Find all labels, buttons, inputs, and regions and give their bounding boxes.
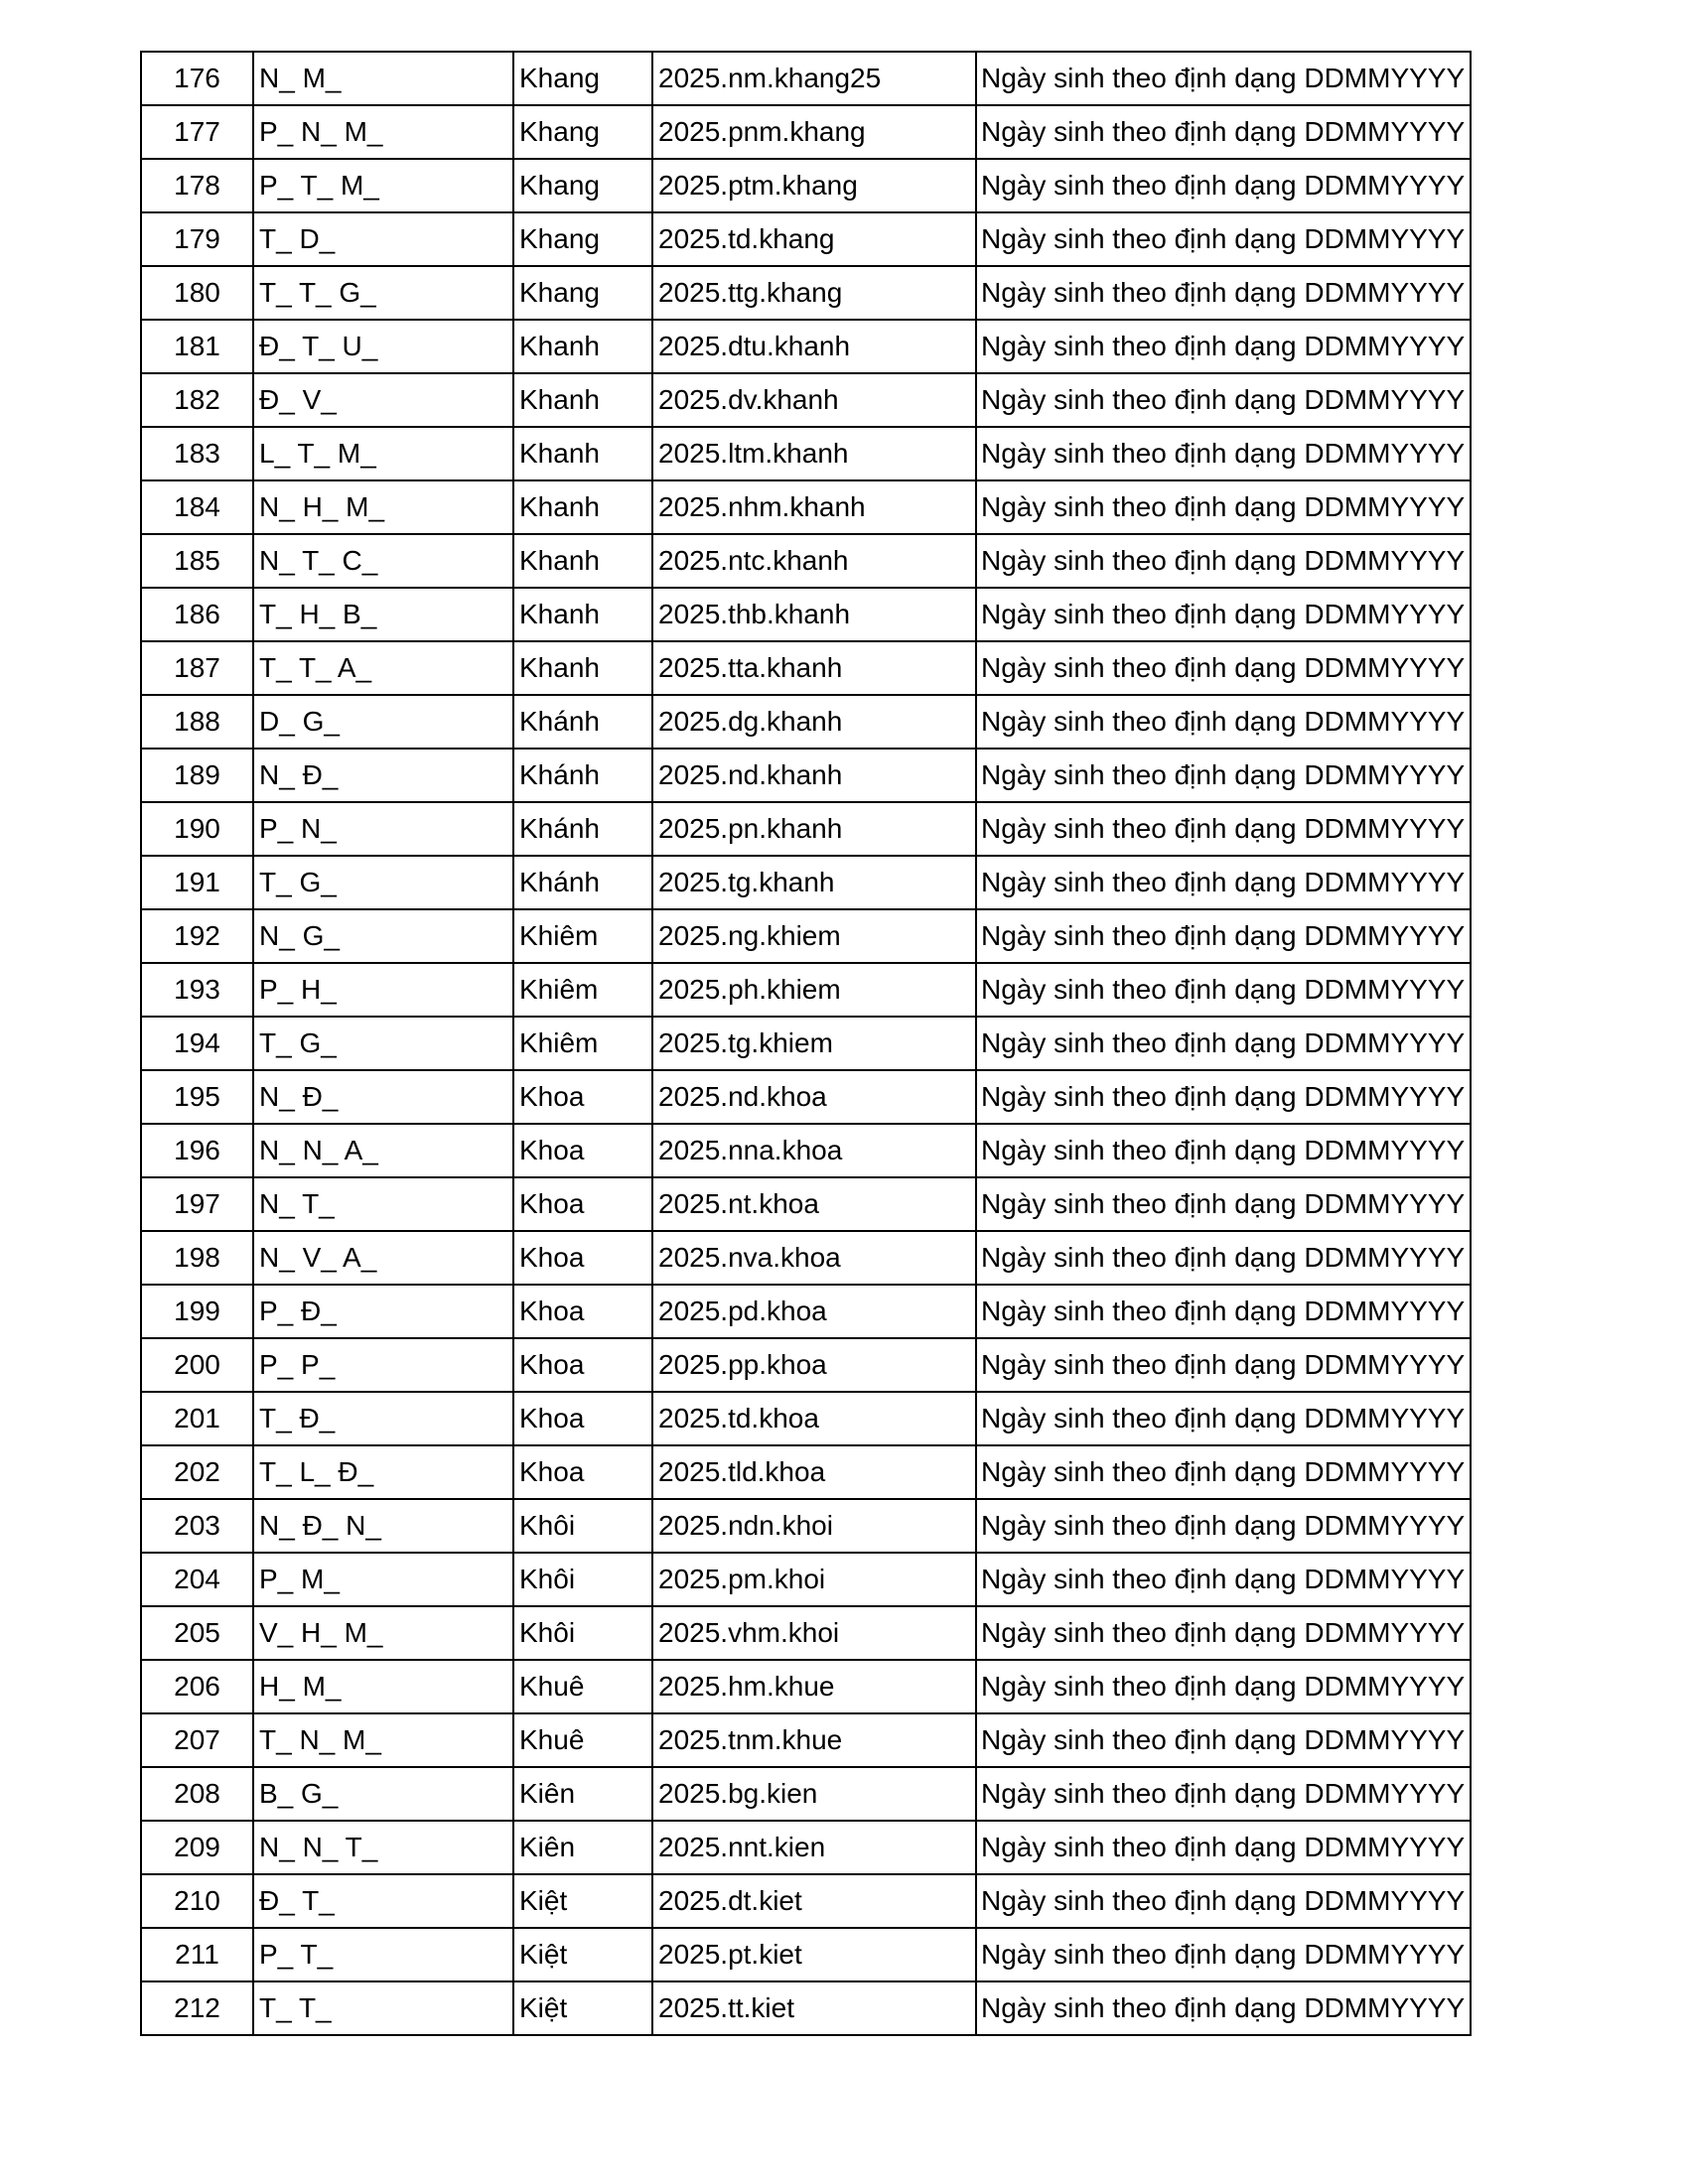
table-row bbox=[141, 1713, 1471, 1767]
account-cell: 2025.nhm.khanh bbox=[652, 480, 976, 534]
account-cell: 2025.dg.khanh bbox=[652, 695, 976, 749]
given-name-cell: Khánh bbox=[513, 695, 652, 749]
surname-initials-cell: T_ L_ Đ_ bbox=[253, 1445, 513, 1499]
given-name-cell: Khôi bbox=[513, 1606, 652, 1660]
surname-initials-cell: D_ G_ bbox=[253, 695, 513, 749]
surname-initials-cell: T_ H_ B_ bbox=[253, 588, 513, 641]
password-note-cell: Ngày sinh theo định dạng DDMMYYYY bbox=[976, 159, 1471, 212]
table-row bbox=[141, 373, 1471, 427]
given-name-cell: Khiêm bbox=[513, 963, 652, 1017]
row-number-cell: 183 bbox=[141, 427, 253, 480]
account-cell: 2025.ph.khiem bbox=[652, 963, 976, 1017]
surname-initials-cell: N_ Đ_ bbox=[253, 749, 513, 802]
account-cell: 2025.tg.khiem bbox=[652, 1017, 976, 1070]
given-name-cell: Khang bbox=[513, 159, 652, 212]
surname-initials-cell: N_ G_ bbox=[253, 909, 513, 963]
surname-initials-cell: B_ G_ bbox=[253, 1767, 513, 1821]
given-name-cell: Khiêm bbox=[513, 909, 652, 963]
account-cell: 2025.td.khang bbox=[652, 212, 976, 266]
row-number-cell: 208 bbox=[141, 1767, 253, 1821]
given-name-cell: Khanh bbox=[513, 534, 652, 588]
table-row bbox=[141, 1981, 1471, 2035]
surname-initials-cell: N_ V_ A_ bbox=[253, 1231, 513, 1285]
table-row bbox=[141, 320, 1471, 373]
password-note-cell: Ngày sinh theo định dạng DDMMYYYY bbox=[976, 373, 1471, 427]
account-cell: 2025.pt.kiet bbox=[652, 1928, 976, 1981]
surname-initials-cell: Đ_ V_ bbox=[253, 373, 513, 427]
row-number-cell: 188 bbox=[141, 695, 253, 749]
surname-initials-cell: P_ P_ bbox=[253, 1338, 513, 1392]
surname-initials-cell: N_ T_ bbox=[253, 1177, 513, 1231]
row-number-cell: 207 bbox=[141, 1713, 253, 1767]
password-note-cell: Ngày sinh theo định dạng DDMMYYYY bbox=[976, 1177, 1471, 1231]
row-number-cell: 205 bbox=[141, 1606, 253, 1660]
account-cell: 2025.td.khoa bbox=[652, 1392, 976, 1445]
password-note-cell: Ngày sinh theo định dạng DDMMYYYY bbox=[976, 1285, 1471, 1338]
row-number-cell: 179 bbox=[141, 212, 253, 266]
password-note-cell: Ngày sinh theo định dạng DDMMYYYY bbox=[976, 909, 1471, 963]
surname-initials-cell: P_ M_ bbox=[253, 1553, 513, 1606]
table-row bbox=[141, 1392, 1471, 1445]
given-name-cell: Khanh bbox=[513, 427, 652, 480]
table-row bbox=[141, 1070, 1471, 1124]
account-cell: 2025.bg.kien bbox=[652, 1767, 976, 1821]
account-cell: 2025.ng.khiem bbox=[652, 909, 976, 963]
account-cell: 2025.tt.kiet bbox=[652, 1981, 976, 2035]
row-number-cell: 182 bbox=[141, 373, 253, 427]
surname-initials-cell: P_ T_ M_ bbox=[253, 159, 513, 212]
given-name-cell: Khang bbox=[513, 212, 652, 266]
table-row bbox=[141, 1231, 1471, 1285]
account-cell: 2025.nna.khoa bbox=[652, 1124, 976, 1177]
given-name-cell: Khang bbox=[513, 105, 652, 159]
table-row bbox=[141, 1928, 1471, 1981]
account-cell: 2025.pn.khanh bbox=[652, 802, 976, 856]
password-note-cell: Ngày sinh theo định dạng DDMMYYYY bbox=[976, 1660, 1471, 1713]
given-name-cell: Kiệt bbox=[513, 1928, 652, 1981]
given-name-cell: Khoa bbox=[513, 1338, 652, 1392]
account-cell: 2025.nm.khang25 bbox=[652, 52, 976, 105]
given-name-cell: Khánh bbox=[513, 749, 652, 802]
table-row bbox=[141, 159, 1471, 212]
table-row bbox=[141, 1821, 1471, 1874]
row-number-cell: 190 bbox=[141, 802, 253, 856]
surname-initials-cell: V_ H_ M_ bbox=[253, 1606, 513, 1660]
row-number-cell: 191 bbox=[141, 856, 253, 909]
surname-initials-cell: N_ N_ T_ bbox=[253, 1821, 513, 1874]
given-name-cell: Khuê bbox=[513, 1660, 652, 1713]
table-row bbox=[141, 1285, 1471, 1338]
row-number-cell: 204 bbox=[141, 1553, 253, 1606]
table-row bbox=[141, 1124, 1471, 1177]
table-row bbox=[141, 909, 1471, 963]
surname-initials-cell: T_ D_ bbox=[253, 212, 513, 266]
table-row bbox=[141, 1338, 1471, 1392]
given-name-cell: Khoa bbox=[513, 1392, 652, 1445]
surname-initials-cell: T_ T_ A_ bbox=[253, 641, 513, 695]
surname-initials-cell: N_ H_ M_ bbox=[253, 480, 513, 534]
given-name-cell: Khang bbox=[513, 266, 652, 320]
account-cell: 2025.ttg.khang bbox=[652, 266, 976, 320]
surname-initials-cell: H_ M_ bbox=[253, 1660, 513, 1713]
password-note-cell: Ngày sinh theo định dạng DDMMYYYY bbox=[976, 1017, 1471, 1070]
password-note-cell: Ngày sinh theo định dạng DDMMYYYY bbox=[976, 1874, 1471, 1928]
table-row bbox=[141, 105, 1471, 159]
account-table bbox=[140, 51, 1472, 2036]
given-name-cell: Khiêm bbox=[513, 1017, 652, 1070]
given-name-cell: Khôi bbox=[513, 1499, 652, 1553]
account-cell: 2025.dtu.khanh bbox=[652, 320, 976, 373]
password-note-cell: Ngày sinh theo định dạng DDMMYYYY bbox=[976, 1499, 1471, 1553]
surname-initials-cell: N_ N_ A_ bbox=[253, 1124, 513, 1177]
password-note-cell: Ngày sinh theo định dạng DDMMYYYY bbox=[976, 1821, 1471, 1874]
account-cell: 2025.pd.khoa bbox=[652, 1285, 976, 1338]
row-number-cell: 200 bbox=[141, 1338, 253, 1392]
password-note-cell: Ngày sinh theo định dạng DDMMYYYY bbox=[976, 1445, 1471, 1499]
account-cell: 2025.ndn.khoi bbox=[652, 1499, 976, 1553]
account-cell: 2025.ntc.khanh bbox=[652, 534, 976, 588]
surname-initials-cell: T_ T_ G_ bbox=[253, 266, 513, 320]
given-name-cell: Khanh bbox=[513, 373, 652, 427]
table-row bbox=[141, 534, 1471, 588]
account-cell: 2025.nt.khoa bbox=[652, 1177, 976, 1231]
row-number-cell: 203 bbox=[141, 1499, 253, 1553]
given-name-cell: Khoa bbox=[513, 1124, 652, 1177]
surname-initials-cell: P_ Đ_ bbox=[253, 1285, 513, 1338]
account-cell: 2025.ptm.khang bbox=[652, 159, 976, 212]
row-number-cell: 193 bbox=[141, 963, 253, 1017]
row-number-cell: 186 bbox=[141, 588, 253, 641]
surname-initials-cell: L_ T_ M_ bbox=[253, 427, 513, 480]
row-number-cell: 189 bbox=[141, 749, 253, 802]
row-number-cell: 194 bbox=[141, 1017, 253, 1070]
password-note-cell: Ngày sinh theo định dạng DDMMYYYY bbox=[976, 266, 1471, 320]
account-cell: 2025.tg.khanh bbox=[652, 856, 976, 909]
given-name-cell: Khoa bbox=[513, 1177, 652, 1231]
password-note-cell: Ngày sinh theo định dạng DDMMYYYY bbox=[976, 802, 1471, 856]
table-body bbox=[141, 52, 1471, 2035]
given-name-cell: Khanh bbox=[513, 320, 652, 373]
table-row bbox=[141, 641, 1471, 695]
row-number-cell: 185 bbox=[141, 534, 253, 588]
password-note-cell: Ngày sinh theo định dạng DDMMYYYY bbox=[976, 695, 1471, 749]
given-name-cell: Kiên bbox=[513, 1767, 652, 1821]
given-name-cell: Khanh bbox=[513, 480, 652, 534]
surname-initials-cell: T_ G_ bbox=[253, 1017, 513, 1070]
password-note-cell: Ngày sinh theo định dạng DDMMYYYY bbox=[976, 52, 1471, 105]
row-number-cell: 206 bbox=[141, 1660, 253, 1713]
given-name-cell: Khoa bbox=[513, 1231, 652, 1285]
row-number-cell: 198 bbox=[141, 1231, 253, 1285]
surname-initials-cell: T_ T_ bbox=[253, 1981, 513, 2035]
surname-initials-cell: P_ T_ bbox=[253, 1928, 513, 1981]
row-number-cell: 180 bbox=[141, 266, 253, 320]
row-number-cell: 209 bbox=[141, 1821, 253, 1874]
row-number-cell: 196 bbox=[141, 1124, 253, 1177]
account-cell: 2025.vhm.khoi bbox=[652, 1606, 976, 1660]
given-name-cell: Khanh bbox=[513, 588, 652, 641]
row-number-cell: 199 bbox=[141, 1285, 253, 1338]
given-name-cell: Khoa bbox=[513, 1285, 652, 1338]
table-row bbox=[141, 1874, 1471, 1928]
table-row bbox=[141, 963, 1471, 1017]
row-number-cell: 211 bbox=[141, 1928, 253, 1981]
surname-initials-cell: N_ Đ_ bbox=[253, 1070, 513, 1124]
password-note-cell: Ngày sinh theo định dạng DDMMYYYY bbox=[976, 1124, 1471, 1177]
given-name-cell: Kiệt bbox=[513, 1981, 652, 2035]
table-row bbox=[141, 1553, 1471, 1606]
table-row bbox=[141, 588, 1471, 641]
row-number-cell: 184 bbox=[141, 480, 253, 534]
password-note-cell: Ngày sinh theo định dạng DDMMYYYY bbox=[976, 105, 1471, 159]
table-row bbox=[141, 480, 1471, 534]
table-row bbox=[141, 1767, 1471, 1821]
account-cell: 2025.ltm.khanh bbox=[652, 427, 976, 480]
given-name-cell: Khuê bbox=[513, 1713, 652, 1767]
password-note-cell: Ngày sinh theo định dạng DDMMYYYY bbox=[976, 534, 1471, 588]
password-note-cell: Ngày sinh theo định dạng DDMMYYYY bbox=[976, 1928, 1471, 1981]
given-name-cell: Khôi bbox=[513, 1553, 652, 1606]
surname-initials-cell: N_ Đ_ N_ bbox=[253, 1499, 513, 1553]
password-note-cell: Ngày sinh theo định dạng DDMMYYYY bbox=[976, 480, 1471, 534]
table-row bbox=[141, 1660, 1471, 1713]
password-note-cell: Ngày sinh theo định dạng DDMMYYYY bbox=[976, 320, 1471, 373]
row-number-cell: 178 bbox=[141, 159, 253, 212]
row-number-cell: 176 bbox=[141, 52, 253, 105]
password-note-cell: Ngày sinh theo định dạng DDMMYYYY bbox=[976, 588, 1471, 641]
surname-initials-cell: N_ T_ C_ bbox=[253, 534, 513, 588]
surname-initials-cell: T_ G_ bbox=[253, 856, 513, 909]
row-number-cell: 187 bbox=[141, 641, 253, 695]
given-name-cell: Kiên bbox=[513, 1821, 652, 1874]
row-number-cell: 202 bbox=[141, 1445, 253, 1499]
account-cell: 2025.nva.khoa bbox=[652, 1231, 976, 1285]
table-row bbox=[141, 802, 1471, 856]
password-note-cell: Ngày sinh theo định dạng DDMMYYYY bbox=[976, 1713, 1471, 1767]
table-row bbox=[141, 1499, 1471, 1553]
given-name-cell: Kiệt bbox=[513, 1874, 652, 1928]
password-note-cell: Ngày sinh theo định dạng DDMMYYYY bbox=[976, 963, 1471, 1017]
account-cell: 2025.dv.khanh bbox=[652, 373, 976, 427]
given-name-cell: Khang bbox=[513, 52, 652, 105]
account-cell: 2025.pnm.khang bbox=[652, 105, 976, 159]
given-name-cell: Khánh bbox=[513, 856, 652, 909]
row-number-cell: 192 bbox=[141, 909, 253, 963]
table-row bbox=[141, 1606, 1471, 1660]
password-note-cell: Ngày sinh theo định dạng DDMMYYYY bbox=[976, 1981, 1471, 2035]
password-note-cell: Ngày sinh theo định dạng DDMMYYYY bbox=[976, 1767, 1471, 1821]
row-number-cell: 197 bbox=[141, 1177, 253, 1231]
table-row bbox=[141, 212, 1471, 266]
surname-initials-cell: Đ_ T_ bbox=[253, 1874, 513, 1928]
table-row bbox=[141, 266, 1471, 320]
account-cell: 2025.hm.khue bbox=[652, 1660, 976, 1713]
surname-initials-cell: T_ N_ M_ bbox=[253, 1713, 513, 1767]
surname-initials-cell: Đ_ T_ U_ bbox=[253, 320, 513, 373]
given-name-cell: Khoa bbox=[513, 1445, 652, 1499]
given-name-cell: Khoa bbox=[513, 1070, 652, 1124]
row-number-cell: 210 bbox=[141, 1874, 253, 1928]
account-cell: 2025.tnm.khue bbox=[652, 1713, 976, 1767]
password-note-cell: Ngày sinh theo định dạng DDMMYYYY bbox=[976, 427, 1471, 480]
table-row bbox=[141, 749, 1471, 802]
account-cell: 2025.nnt.kien bbox=[652, 1821, 976, 1874]
account-cell: 2025.nd.khanh bbox=[652, 749, 976, 802]
table-row bbox=[141, 427, 1471, 480]
account-cell: 2025.tld.khoa bbox=[652, 1445, 976, 1499]
password-note-cell: Ngày sinh theo định dạng DDMMYYYY bbox=[976, 1553, 1471, 1606]
password-note-cell: Ngày sinh theo định dạng DDMMYYYY bbox=[976, 856, 1471, 909]
row-number-cell: 195 bbox=[141, 1070, 253, 1124]
row-number-cell: 201 bbox=[141, 1392, 253, 1445]
account-cell: 2025.tta.khanh bbox=[652, 641, 976, 695]
password-note-cell: Ngày sinh theo định dạng DDMMYYYY bbox=[976, 1606, 1471, 1660]
row-number-cell: 177 bbox=[141, 105, 253, 159]
surname-initials-cell: T_ Đ_ bbox=[253, 1392, 513, 1445]
account-cell: 2025.pm.khoi bbox=[652, 1553, 976, 1606]
account-cell: 2025.dt.kiet bbox=[652, 1874, 976, 1928]
password-note-cell: Ngày sinh theo định dạng DDMMYYYY bbox=[976, 1070, 1471, 1124]
password-note-cell: Ngày sinh theo định dạng DDMMYYYY bbox=[976, 1392, 1471, 1445]
table-row bbox=[141, 52, 1471, 105]
table-row bbox=[141, 1017, 1471, 1070]
row-number-cell: 212 bbox=[141, 1981, 253, 2035]
surname-initials-cell: P_ N_ bbox=[253, 802, 513, 856]
table-row bbox=[141, 1177, 1471, 1231]
account-cell: 2025.nd.khoa bbox=[652, 1070, 976, 1124]
given-name-cell: Khánh bbox=[513, 802, 652, 856]
table-row bbox=[141, 1445, 1471, 1499]
password-note-cell: Ngày sinh theo định dạng DDMMYYYY bbox=[976, 749, 1471, 802]
table-row bbox=[141, 856, 1471, 909]
surname-initials-cell: P_ N_ M_ bbox=[253, 105, 513, 159]
surname-initials-cell: N_ M_ bbox=[253, 52, 513, 105]
table-row bbox=[141, 695, 1471, 749]
account-cell: 2025.thb.khanh bbox=[652, 588, 976, 641]
password-note-cell: Ngày sinh theo định dạng DDMMYYYY bbox=[976, 641, 1471, 695]
surname-initials-cell: P_ H_ bbox=[253, 963, 513, 1017]
password-note-cell: Ngày sinh theo định dạng DDMMYYYY bbox=[976, 212, 1471, 266]
row-number-cell: 181 bbox=[141, 320, 253, 373]
account-cell: 2025.pp.khoa bbox=[652, 1338, 976, 1392]
given-name-cell: Khanh bbox=[513, 641, 652, 695]
password-note-cell: Ngày sinh theo định dạng DDMMYYYY bbox=[976, 1338, 1471, 1392]
password-note-cell: Ngày sinh theo định dạng DDMMYYYY bbox=[976, 1231, 1471, 1285]
